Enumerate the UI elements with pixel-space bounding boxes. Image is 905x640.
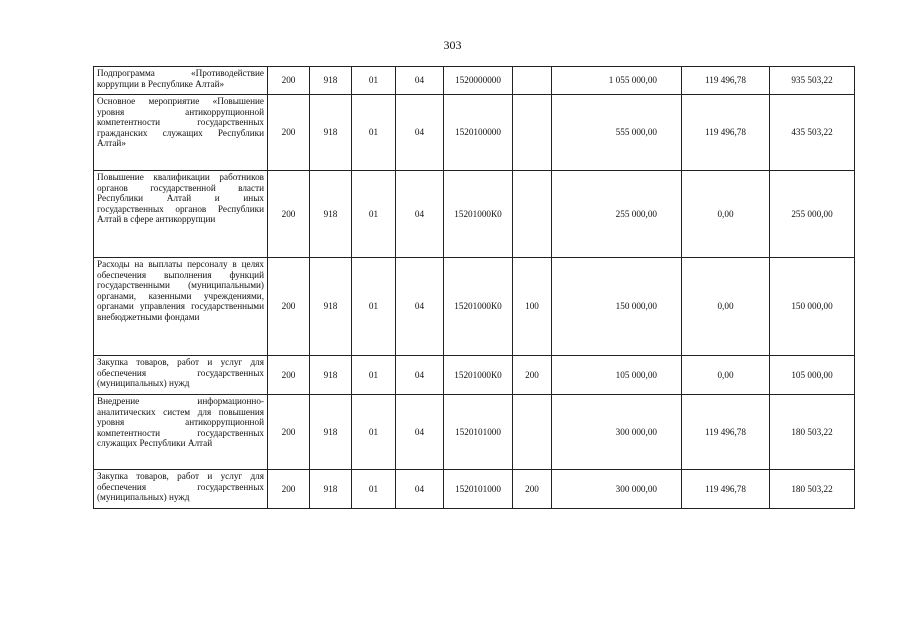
row-name: Закупка товаров, работ и услуг для обеспечения государственных (муниципальных) нужд (94, 470, 268, 509)
table-row (94, 171, 855, 258)
cell-subsection: 04 (396, 356, 444, 395)
cell-section: 01 (352, 356, 396, 395)
table-row (94, 258, 855, 356)
cell-plan: 1 055 000,00 (552, 67, 682, 95)
table-row (94, 67, 855, 95)
cell-remainder: 105 000,00 (770, 356, 855, 395)
cell-ministry: 918 (310, 470, 352, 509)
cell-subsection: 04 (396, 258, 444, 356)
cell-ministry: 918 (310, 67, 352, 95)
cell-expense-type (513, 395, 552, 470)
cell-admin: 200 (268, 395, 310, 470)
row-name: Внедрение информационно-аналитических систем для повышения уровня антикоррупционной компетентности государственных служащих Республики Алтай (94, 395, 268, 470)
cell-admin: 200 (268, 95, 310, 171)
cell-executed: 119 496,78 (682, 67, 770, 95)
row-name: Повышение квалификации работников органов государственной власти Республики Алтай и иных государственных органов Республики Алтай в сфере антикоррупции (94, 171, 268, 258)
cell-executed: 0,00 (682, 171, 770, 258)
cell-plan: 105 000,00 (552, 356, 682, 395)
cell-executed: 119 496,78 (682, 470, 770, 509)
cell-subsection: 04 (396, 470, 444, 509)
cell-plan: 555 000,00 (552, 95, 682, 171)
cell-subsection: 04 (396, 95, 444, 171)
cell-remainder: 180 503,22 (770, 470, 855, 509)
cell-executed: 119 496,78 (682, 95, 770, 171)
cell-expense-type: 200 (513, 470, 552, 509)
cell-remainder: 935 503,22 (770, 67, 855, 95)
row-name: Основное мероприятие «Повышение уровня антикоррупционной компетентности государственных гражданских служащих Республики Алтай» (94, 95, 268, 171)
cell-remainder: 255 000,00 (770, 171, 855, 258)
table-row (94, 95, 855, 171)
row-name: Подпрограмма «Противодействие коррупции в Республике Алтай» (94, 67, 268, 95)
cell-ministry: 918 (310, 258, 352, 356)
cell-target: 15201000К0 (444, 258, 513, 356)
cell-target: 1520000000 (444, 67, 513, 95)
cell-expense-type: 200 (513, 356, 552, 395)
cell-subsection: 04 (396, 171, 444, 258)
cell-ministry: 918 (310, 171, 352, 258)
cell-section: 01 (352, 470, 396, 509)
cell-admin: 200 (268, 258, 310, 356)
row-name: Закупка товаров, работ и услуг для обеспечения государственных (муниципальных) нужд (94, 356, 268, 395)
cell-section: 01 (352, 171, 396, 258)
cell-plan: 300 000,00 (552, 470, 682, 509)
cell-admin: 200 (268, 67, 310, 95)
cell-plan: 150 000,00 (552, 258, 682, 356)
cell-target: 1520101000 (444, 395, 513, 470)
cell-subsection: 04 (396, 67, 444, 95)
cell-executed: 0,00 (682, 258, 770, 356)
budget-table (93, 66, 855, 509)
cell-target: 15201000К0 (444, 356, 513, 395)
cell-ministry: 918 (310, 356, 352, 395)
page-number: 303 (443, 38, 462, 52)
cell-executed: 0,00 (682, 356, 770, 395)
cell-ministry: 918 (310, 95, 352, 171)
cell-admin: 200 (268, 470, 310, 509)
cell-plan: 255 000,00 (552, 171, 682, 258)
cell-target: 1520100000 (444, 95, 513, 171)
cell-admin: 200 (268, 171, 310, 258)
table-row (94, 356, 855, 395)
cell-expense-type: 100 (513, 258, 552, 356)
cell-ministry: 918 (310, 395, 352, 470)
cell-section: 01 (352, 67, 396, 95)
cell-admin: 200 (268, 356, 310, 395)
cell-expense-type (513, 95, 552, 171)
cell-plan: 300 000,00 (552, 395, 682, 470)
row-name: Расходы на выплаты персоналу в целях обеспечения выполнения функций государственными (муниципальными) органами, казенными учреждениями, органами управления государственными внебюджетными фондами (94, 258, 268, 356)
cell-section: 01 (352, 95, 396, 171)
cell-subsection: 04 (396, 395, 444, 470)
cell-target: 1520101000 (444, 470, 513, 509)
cell-remainder: 150 000,00 (770, 258, 855, 356)
cell-executed: 119 496,78 (682, 395, 770, 470)
cell-remainder: 180 503,22 (770, 395, 855, 470)
cell-section: 01 (352, 395, 396, 470)
cell-expense-type (513, 171, 552, 258)
cell-expense-type (513, 67, 552, 95)
cell-remainder: 435 503,22 (770, 95, 855, 171)
table-row (94, 395, 855, 470)
table-row (94, 470, 855, 509)
cell-section: 01 (352, 258, 396, 356)
cell-target: 15201000К0 (444, 171, 513, 258)
